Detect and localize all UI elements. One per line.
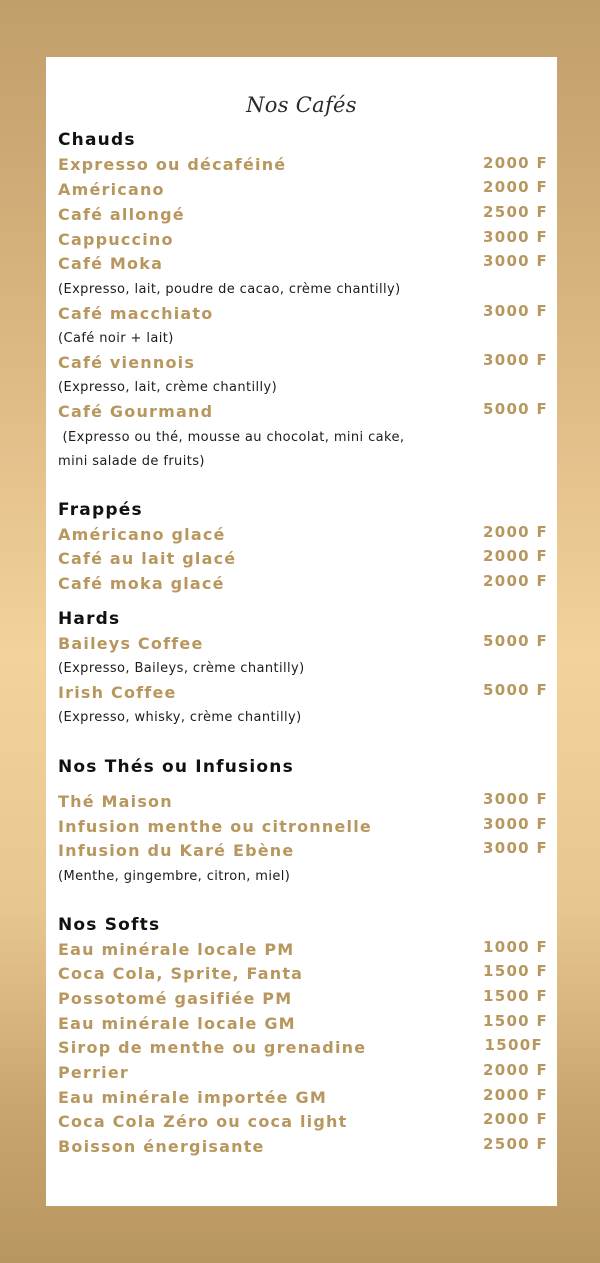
menu-item-price: 1500 F [482, 987, 548, 1005]
menu-item-price: 1000 F [482, 938, 548, 956]
menu-item-name: Cappuccino [58, 230, 174, 249]
menu-item-name: Café allongé [58, 205, 185, 224]
menu-item-price: 2000 F [482, 547, 548, 565]
menu-item-name: Boisson énergisante [58, 1137, 265, 1156]
menu-item-name: Expresso ou décaféiné [58, 155, 287, 174]
section-heading-chauds: Chauds [58, 130, 136, 150]
section-heading-softs: Nos Softs [58, 915, 161, 935]
menu-item-price: 5000 F [482, 400, 548, 418]
menu-item-name: Coca Cola Zéro ou coca light [58, 1112, 348, 1131]
menu-item-price: 2000 F [482, 1086, 548, 1104]
menu-item-price: 3000 F [482, 790, 548, 808]
menu-item-name: Sirop de menthe ou grenadine [58, 1038, 367, 1057]
menu-item-name: Eau minérale locale PM [58, 940, 295, 959]
menu-item-price: 3000 F [482, 228, 548, 246]
section-heading-frappes: Frappés [58, 500, 143, 520]
menu-item-name: Irish Coffee [58, 683, 177, 702]
menu-item-name: Infusion du Karé Ebène [58, 841, 295, 860]
menu-item-price: 5000 F [482, 632, 548, 650]
menu-item-description: (Expresso ou thé, mousse au chocolat, mini cake, [58, 430, 405, 445]
menu-item-price: 1500F [484, 1036, 543, 1054]
menu-item-price: 3000 F [482, 815, 548, 833]
menu-item-description: (Café noir + lait) [58, 331, 174, 346]
menu-item-price: 2000 F [482, 1110, 548, 1128]
menu-item-price: 2000 F [482, 523, 548, 541]
menu-item-name: Thé Maison [58, 792, 173, 811]
menu-item-name: Café Gourmand [58, 402, 214, 421]
menu-item-price: 1500 F [482, 962, 548, 980]
menu-item-price: 2000 F [482, 1061, 548, 1079]
menu-item-price: 1500 F [482, 1012, 548, 1030]
menu-item-price: 2500 F [482, 203, 548, 221]
menu-item-name: Coca Cola, Sprite, Fanta [58, 964, 304, 983]
menu-item-description: (Menthe, gingembre, citron, miel) [58, 869, 291, 884]
menu-title: Nos Cafés [246, 93, 357, 117]
menu-item-name: Eau minérale locale GM [58, 1014, 296, 1033]
menu-item-price: 3000 F [482, 252, 548, 270]
menu-item-name: Baileys Coffee [58, 634, 204, 653]
menu-item-name: Café Moka [58, 254, 164, 273]
menu-item-price: 2500 F [482, 1135, 548, 1153]
menu-item-description-cont: mini salade de fruits) [58, 454, 205, 469]
section-heading-hards: Hards [58, 609, 121, 629]
menu-item-price: 2000 F [482, 154, 548, 172]
menu-item-name: Café macchiato [58, 304, 214, 323]
menu-item-price: 3000 F [482, 351, 548, 369]
menu-item-name: Café viennois [58, 353, 196, 372]
menu-item-name: Américano glacé [58, 525, 226, 544]
menu-item-name: Café au lait glacé [58, 549, 237, 568]
menu-item-name: Perrier [58, 1063, 129, 1082]
menu-item-description: (Expresso, Baileys, crème chantilly) [58, 661, 305, 676]
menu-item-name: Infusion menthe ou citronnelle [58, 817, 372, 836]
menu-item-description: (Expresso, whisky, crème chantilly) [58, 710, 302, 725]
menu-item-name: Café moka glacé [58, 574, 225, 593]
menu-item-price: 3000 F [482, 839, 548, 857]
menu-card [46, 57, 557, 1206]
menu-item-name: Possotomé gasifiée PM [58, 989, 293, 1008]
menu-item-price: 3000 F [482, 302, 548, 320]
menu-item-price: 5000 F [482, 681, 548, 699]
menu-item-name: Américano [58, 180, 165, 199]
menu-item-name: Eau minérale importée GM [58, 1088, 327, 1107]
menu-item-price: 2000 F [482, 572, 548, 590]
menu-item-description: (Expresso, lait, poudre de cacao, crème chantilly) [58, 282, 401, 297]
menu-item-description: (Expresso, lait, crème chantilly) [58, 380, 278, 395]
menu-item-price: 2000 F [482, 178, 548, 196]
section-heading-thes: Nos Thés ou Infusions [58, 757, 294, 777]
